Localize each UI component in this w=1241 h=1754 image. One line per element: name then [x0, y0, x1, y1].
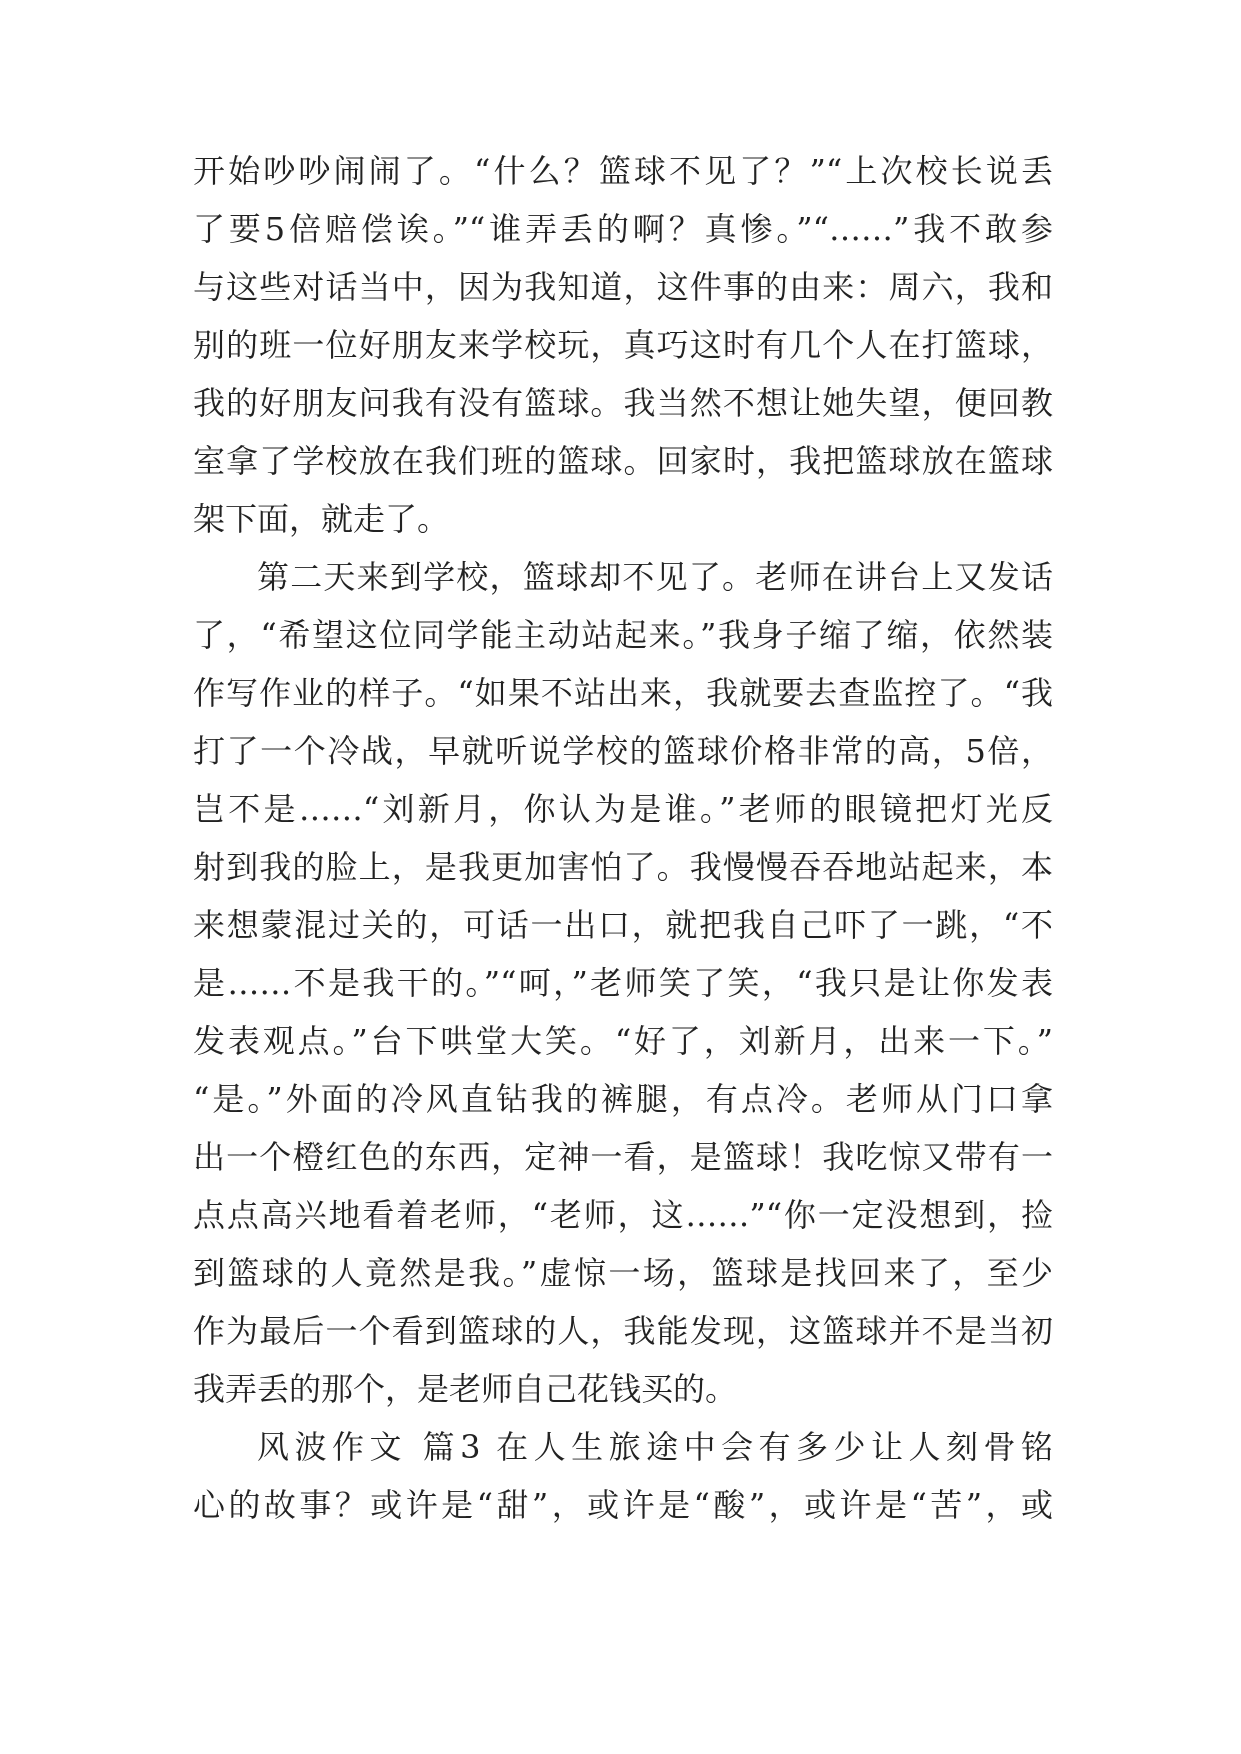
- text-line: 作写作业的样子。“如果不站出来，我就要去查监控了。“我: [193, 674, 1053, 712]
- text-line: 作为最后一个看到篮球的人，我能发现，这篮球并不是当初: [193, 1312, 1053, 1350]
- text-line: 了要5倍赔偿诶。”“谁弄丢的啊？真惨。”“……”我不敢参: [193, 210, 1053, 248]
- text-line: 开始吵吵闹闹了。“什么？篮球不见了？”“上次校长说丢: [193, 152, 1053, 190]
- text-line: 岂不是……“刘新月，你认为是谁。”老师的眼镜把灯光反: [193, 790, 1053, 828]
- text-line: 点点高兴地看着老师，“老师，这……”“你一定没想到，捡: [193, 1196, 1053, 1234]
- text-line: “是。”外面的冷风直钻我的裤腿，有点冷。老师从门口拿: [193, 1080, 1053, 1118]
- text-line: 到篮球的人竟然是我。”虚惊一场，篮球是找回来了，至少: [193, 1254, 1053, 1292]
- text-line: 出一个橙红色的东西，定神一看，是篮球！我吃惊又带有一: [193, 1138, 1053, 1176]
- text-line: 我弄丢的那个，是老师自己花钱买的。: [193, 1370, 738, 1408]
- text-line: 第二天来到学校，篮球却不见了。老师在讲台上又发话: [257, 558, 1053, 596]
- text-line: 射到我的脸上，是我更加害怕了。我慢慢吞吞地站起来，本: [193, 848, 1053, 886]
- text-line: 了，“希望这位同学能主动站起来。”我身子缩了缩，依然装: [193, 616, 1053, 654]
- text-line: 室拿了学校放在我们班的篮球。回家时，我把篮球放在篮球: [193, 442, 1053, 480]
- text-line: 我的好朋友问我有没有篮球。我当然不想让她失望，便回教: [193, 384, 1053, 422]
- text-line: 架下面，就走了。: [193, 500, 450, 538]
- text-line: 打了一个冷战，早就听说学校的篮球价格非常的高，5倍，: [193, 732, 1053, 770]
- essay-body: [193, 142, 1053, 1534]
- section-heading-line: 风波作文 篇3 在人生旅途中会有多少让人刻骨铭: [257, 1428, 1053, 1466]
- text-line: 别的班一位好朋友来学校玩，真巧这时有几个人在打篮球，: [193, 326, 1053, 364]
- text-line: 与这些对话当中，因为我知道，这件事的由来：周六，我和: [193, 268, 1053, 306]
- text-line: 心的故事？或许是“甜”，或许是“酸”，或许是“苦”，或: [193, 1486, 1053, 1524]
- text-line: 发表观点。”台下哄堂大笑。“好了，刘新月，出来一下。”: [193, 1022, 1053, 1060]
- text-line: 是……不是我干的。”“呵，”老师笑了笑，“我只是让你发表: [193, 964, 1053, 1002]
- text-line: 来想蒙混过关的，可话一出口，就把我自己吓了一跳，“不: [193, 906, 1053, 944]
